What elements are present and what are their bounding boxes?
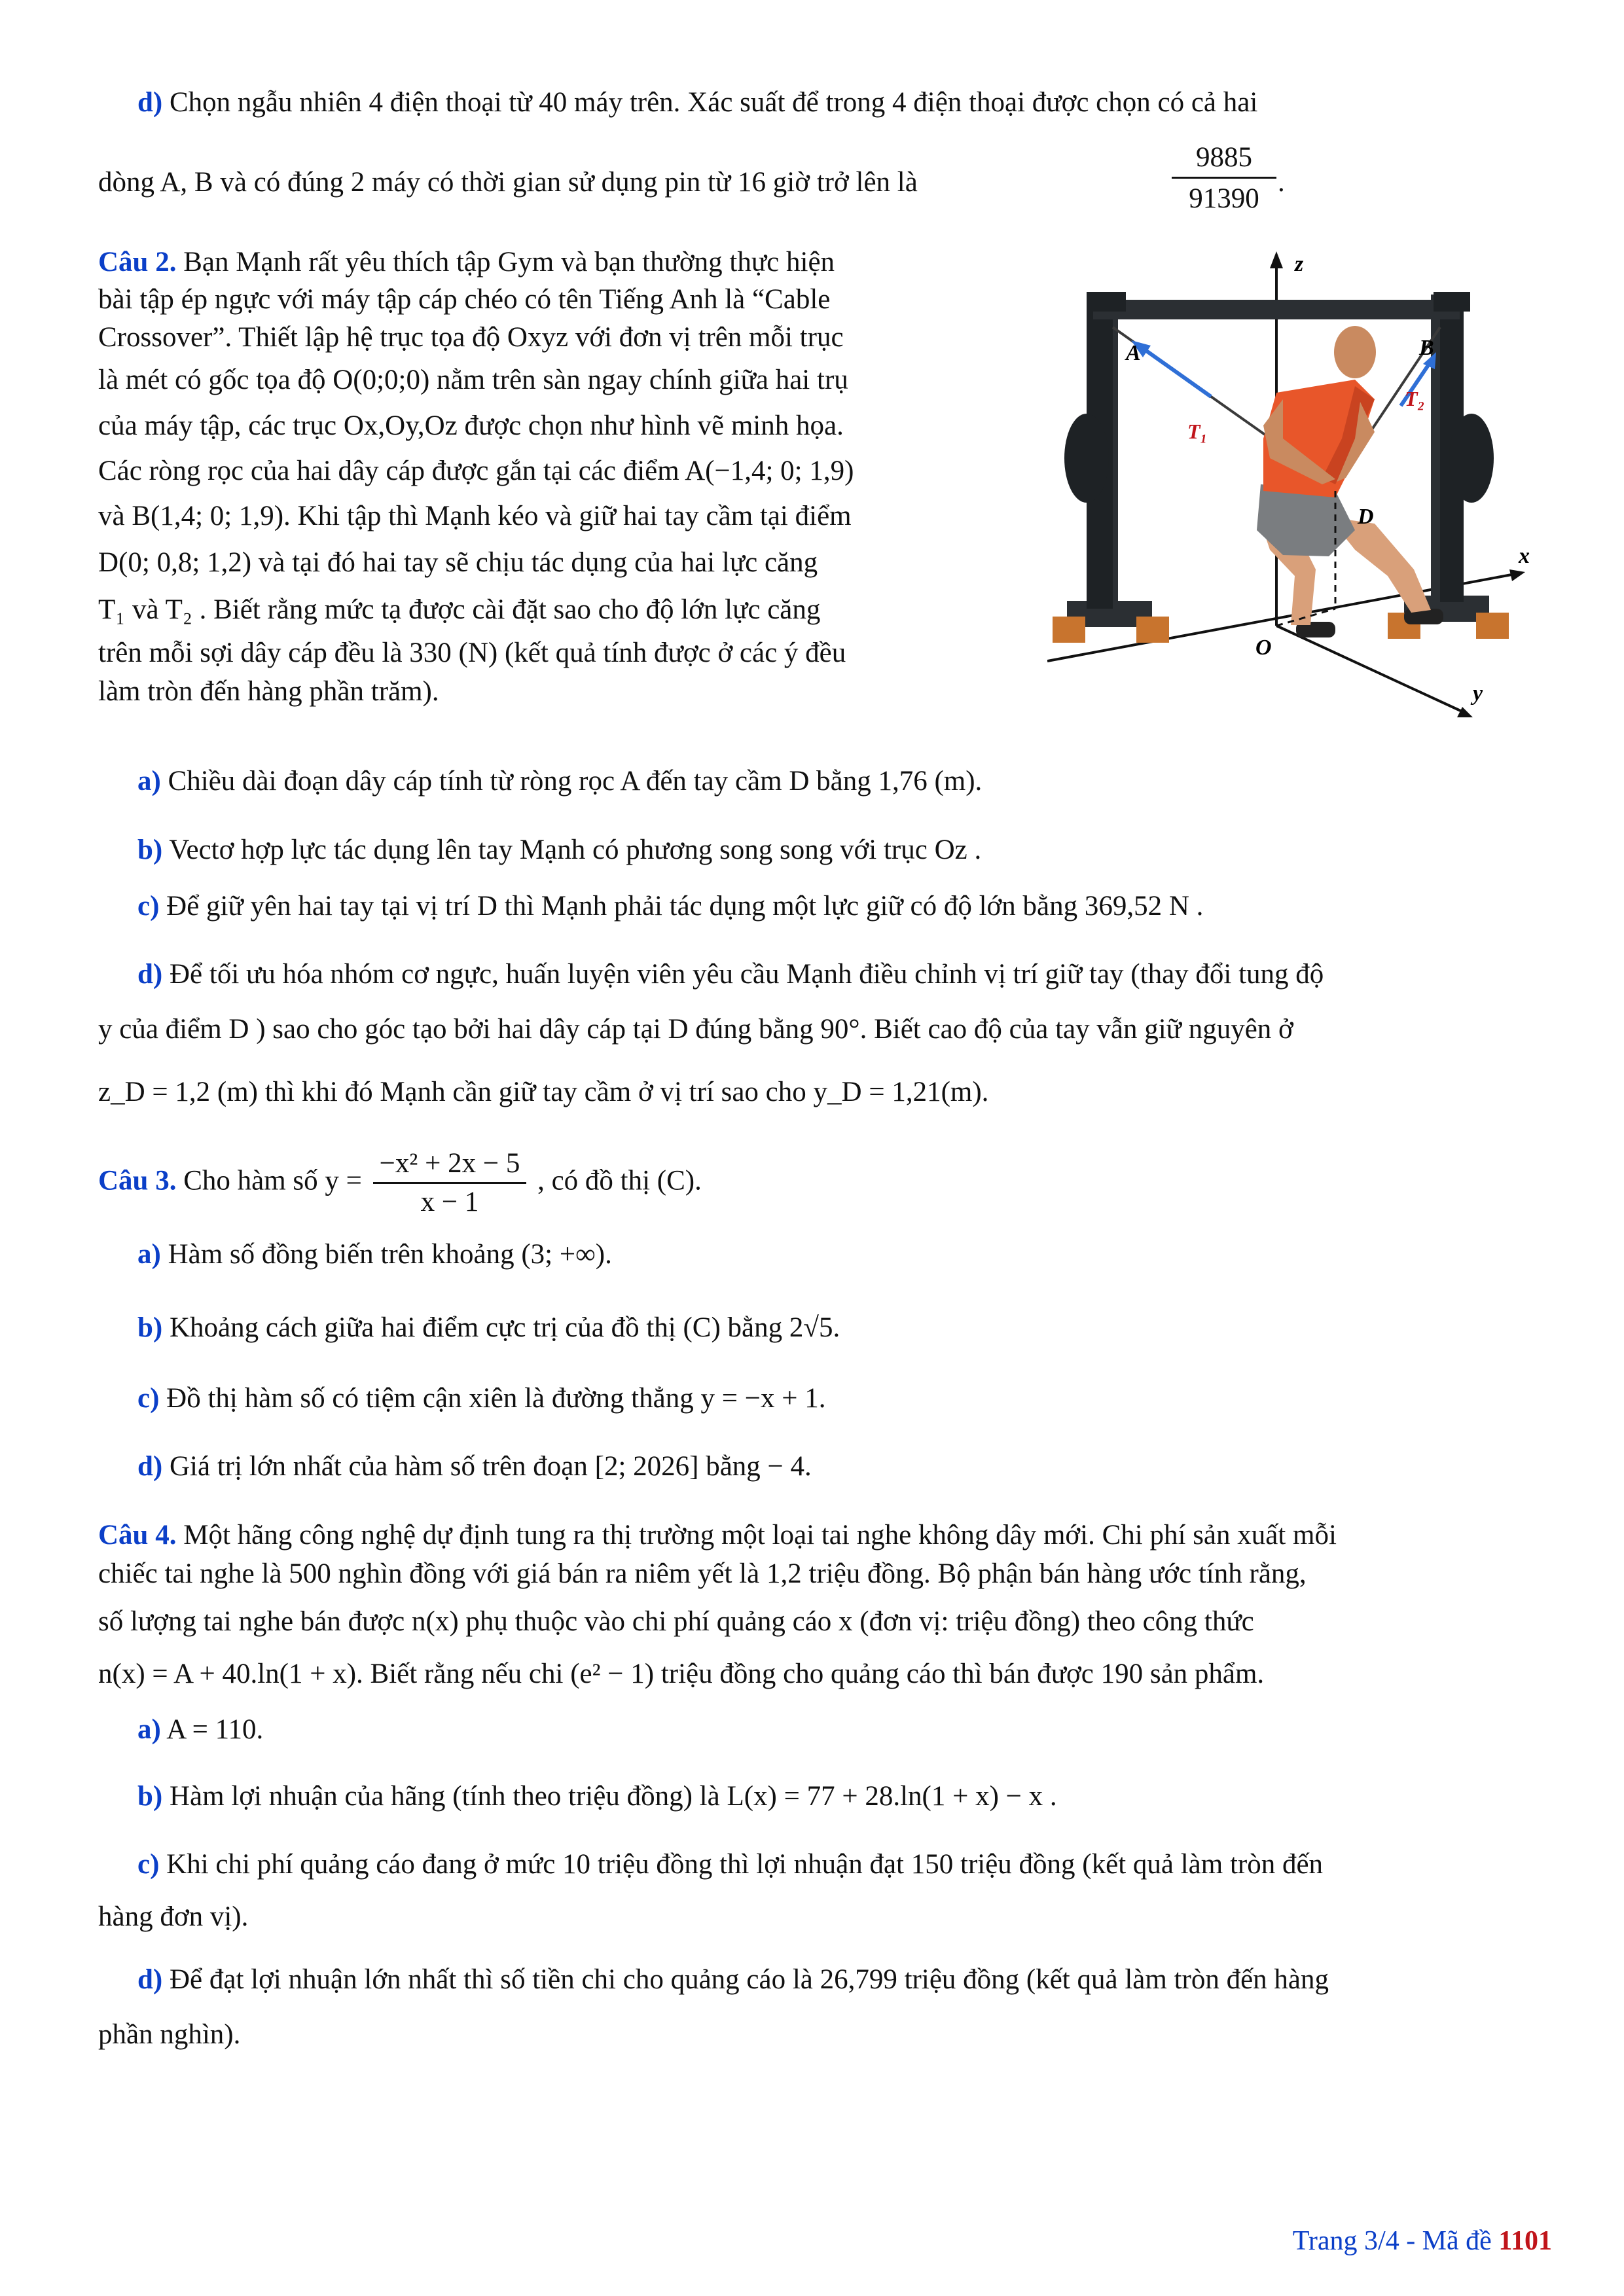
option-label: b) <box>137 1781 163 1812</box>
intro-line: bài tập ép ngực với máy tập cáp chéo có tên Tiếng Anh là “Cable <box>98 284 831 315</box>
option-text: Vectơ hợp lực tác dụng lên tay Mạnh có phương song song với trục Oz . <box>169 834 982 865</box>
question-4-c <box>98 1846 1558 1884</box>
option-text: Đồ thị hàm số có tiệm cận xiên là đường thẳng y = −x + 1. <box>166 1383 826 1414</box>
head <box>1334 326 1376 378</box>
question-3-a <box>98 1236 1558 1274</box>
option-text: Để giữ yên hai tay tại vị trí D thì Mạnh phải tác dụng một lực giữ có độ lớn bằng 369,52 N . <box>166 891 1204 922</box>
option-text: Để đạt lợi nhuận lớn nhất thì số tiền chi cho quảng cáo là 26,799 triệu đồng (kết quả làm tròn đến hàng <box>169 1964 1329 1995</box>
intro-line: số lượng tai nghe bán được n(x) phụ thuộc vào chi phí quảng cáo x (đơn vị: triệu đồng) theo công thức <box>98 1606 1254 1637</box>
x-axis-arrow <box>1509 569 1525 581</box>
intro-line: làm tròn đến hàng phần trăm). <box>98 676 439 707</box>
option-text: Hàm lợi nhuận của hãng (tính theo triệu đồng) là L(x) = 77 + 28.ln(1 + x) − x . <box>169 1781 1057 1812</box>
point-O-label: O <box>1255 636 1272 660</box>
option-label: b) <box>137 1312 163 1343</box>
intro-line: n(x) = A + 40.ln(1 + x). Biết rằng nếu chi (e² − 1) triệu đồng cho quảng cáo thì bán được 190 sản phẩm. <box>98 1659 1265 1689</box>
question-2-d-line3: z_D = 1,2 (m) thì khi đó Mạnh cần giữ tay cầm ở vị trí sao cho y_D = 1,21(m). <box>98 1077 989 1107</box>
left-foot-block <box>1053 617 1085 643</box>
option-label: c) <box>137 1383 160 1414</box>
right-shoe <box>1404 609 1443 624</box>
intro-text-b: , có đồ thị (C). <box>537 1165 702 1196</box>
y-axis-line <box>1276 626 1466 713</box>
question-2-a <box>98 762 1558 800</box>
point-A-label: A <box>1126 341 1141 365</box>
footer-exam-code: 1101 <box>1498 2226 1552 2256</box>
intro-line: Câu 4. Một hãng công nghệ dự định tung ra thị trường một loại tai nghe không dây mới. Chi phí sản xuất mỗi <box>98 1520 1337 1551</box>
vector-T2-label: T₂ <box>1405 387 1425 410</box>
option-label: c) <box>137 1849 160 1880</box>
option-label: c) <box>137 891 160 922</box>
option-label: b) <box>137 834 163 865</box>
axis-x-label: x <box>1519 544 1530 568</box>
option-label: d) <box>137 1964 163 1995</box>
option-text-2: dòng A, B và có đúng 2 máy có thời gian sử dụng pin từ 16 giờ trở lên là <box>98 167 918 198</box>
question-2-c <box>98 888 1558 925</box>
z-axis-arrow <box>1270 251 1283 268</box>
option-label: a) <box>137 1714 161 1745</box>
intro-line: của máy tập, các trục Ox,Oy,Oz được chọn như hình vẽ minh họa. <box>98 410 844 441</box>
question-4-a <box>98 1711 1558 1749</box>
intro-line: Crossover”. Thiết lập hệ trục tọa độ Oxyz với đơn vị trên mỗi trục <box>98 322 844 353</box>
page-footer <box>1293 2225 1552 2257</box>
question-2-intro <box>98 243 995 711</box>
option-text: Giá trị lớn nhất của hàm số trên đoạn [2; 2026] bằng − 4. <box>169 1451 812 1482</box>
y-axis-arrow <box>1457 707 1473 717</box>
intro-line: chiếc tai nghe là 500 nghìn đồng với giá bán ra niêm yết là 1,2 triệu đồng. Bộ phận bán hàng ước tính rằng, <box>98 1558 1307 1589</box>
intro-line: là mét có gốc tọa độ O(0;0;0) nằm trên sàn ngay chính giữa hai trụ <box>98 365 848 395</box>
question-2-d-line2: y của điểm D ) sao cho góc tạo bởi hai dây cáp tại D đúng bằng 90°. Biết cao độ của tay vẫn giữ nguyên ở <box>98 1014 1293 1045</box>
option-text: Hàm số đồng biến trên khoảng (3; +∞). <box>168 1239 612 1270</box>
question-2-b <box>98 831 1558 869</box>
fraction-denominator: 91390 <box>1189 183 1259 214</box>
option-label: a) <box>137 1239 161 1270</box>
prev-question-d-line2 <box>98 139 1558 224</box>
function-fraction <box>373 1145 527 1221</box>
question-3-c <box>98 1380 1558 1418</box>
option-text: Khoảng cách giữa hai điểm cực trị của đồ thị (C) bằng 2√5. <box>169 1312 840 1343</box>
intro-line: T₁ và T₂ . Biết rằng mức tạ được cài đặt sao cho độ lớn lực căng <box>98 594 821 625</box>
option-text: Để tối ưu hóa nhóm cơ ngực, huấn luyện viên yêu cầu Mạnh điều chỉnh vị trí giữ tay (thay đổi tung độ <box>169 959 1324 990</box>
question-2-d <box>98 956 1558 994</box>
intro-line: trên mỗi sợi dây cáp đều là 330 (N) (kết quả tính được ở các ý đều <box>98 637 846 668</box>
right-foot-block-2 <box>1476 613 1509 639</box>
vector-T1-label: T₁ <box>1187 420 1208 443</box>
footer-page-text: Trang 3/4 - Mã đề <box>1292 2226 1499 2256</box>
question-label: Câu 4. <box>98 1520 177 1551</box>
cable-crossover-figure <box>1047 242 1545 766</box>
option-label: d) <box>137 959 163 990</box>
vector-T1-line <box>1139 346 1211 397</box>
question-4-d-line2: phần nghìn). <box>98 2019 241 2050</box>
axis-z-label: z <box>1295 252 1304 276</box>
option-text: Khi chi phí quảng cáo đang ở mức 10 triệu đồng thì lợi nhuận đạt 150 triệu đồng (kết quả làm tròn đến <box>166 1849 1324 1880</box>
question-4-c-line2: hàng đơn vị). <box>98 1901 249 1932</box>
option-text: Chiều dài đoạn dây cáp tính từ ròng rọc A đến tay cầm D bằng 1,76 (m). <box>168 766 983 797</box>
left-weight-plate <box>1064 414 1109 503</box>
question-label: Câu 3. <box>98 1165 177 1196</box>
question-3-b <box>98 1309 1558 1347</box>
point-B-label: B <box>1419 336 1434 360</box>
option-label: a) <box>137 766 161 797</box>
option-label: d) <box>137 1451 163 1482</box>
question-3-intro <box>98 1145 1558 1221</box>
left-foot-block-2 <box>1136 617 1169 643</box>
top-bar <box>1093 300 1460 319</box>
fraction-denominator: x − 1 <box>420 1187 479 1217</box>
point-D-label: D <box>1358 505 1374 529</box>
prev-question-d <box>98 84 1558 122</box>
fraction-numerator: 9885 <box>1172 139 1276 179</box>
left-top-cap <box>1087 292 1126 312</box>
intro-line: và B(1,4; 0; 1,9). Khi tập thì Mạnh kéo và giữ hai tay cầm tại điểm <box>98 501 852 531</box>
question-4-d <box>98 1961 1558 1999</box>
probability-fraction <box>1172 139 1276 219</box>
intro-text-a: Cho hàm số y = <box>183 1165 362 1196</box>
right-weight-plate <box>1449 414 1494 503</box>
question-4-intro <box>98 1517 1558 1699</box>
period: . <box>1278 167 1285 198</box>
intro-line: D(0; 0,8; 1,2) và tại đó hai tay sẽ chịu tác dụng của hai lực căng <box>98 547 818 578</box>
option-label: d) <box>137 87 163 118</box>
axis-y-label: y <box>1473 681 1483 706</box>
fraction-numerator: −x² + 2x − 5 <box>373 1145 527 1184</box>
intro-line: Câu 2. Bạn Mạnh rất yêu thích tập Gym và bạn thường thực hiện <box>98 247 835 278</box>
option-text: A = 110. <box>166 1714 264 1745</box>
question-label: Câu 2. <box>98 247 177 278</box>
option-text: Chọn ngẫu nhiên 4 điện thoại từ 40 máy trên. Xác suất để trong 4 điện thoại được chọn có cả hai <box>169 87 1258 118</box>
right-top-cap <box>1434 292 1470 312</box>
question-4-b <box>98 1778 1558 1816</box>
question-3-d <box>98 1448 1558 1486</box>
intro-line: Các ròng rọc của hai dây cáp được gắn tại các điểm A(−1,4; 0; 1,9) <box>98 456 854 486</box>
